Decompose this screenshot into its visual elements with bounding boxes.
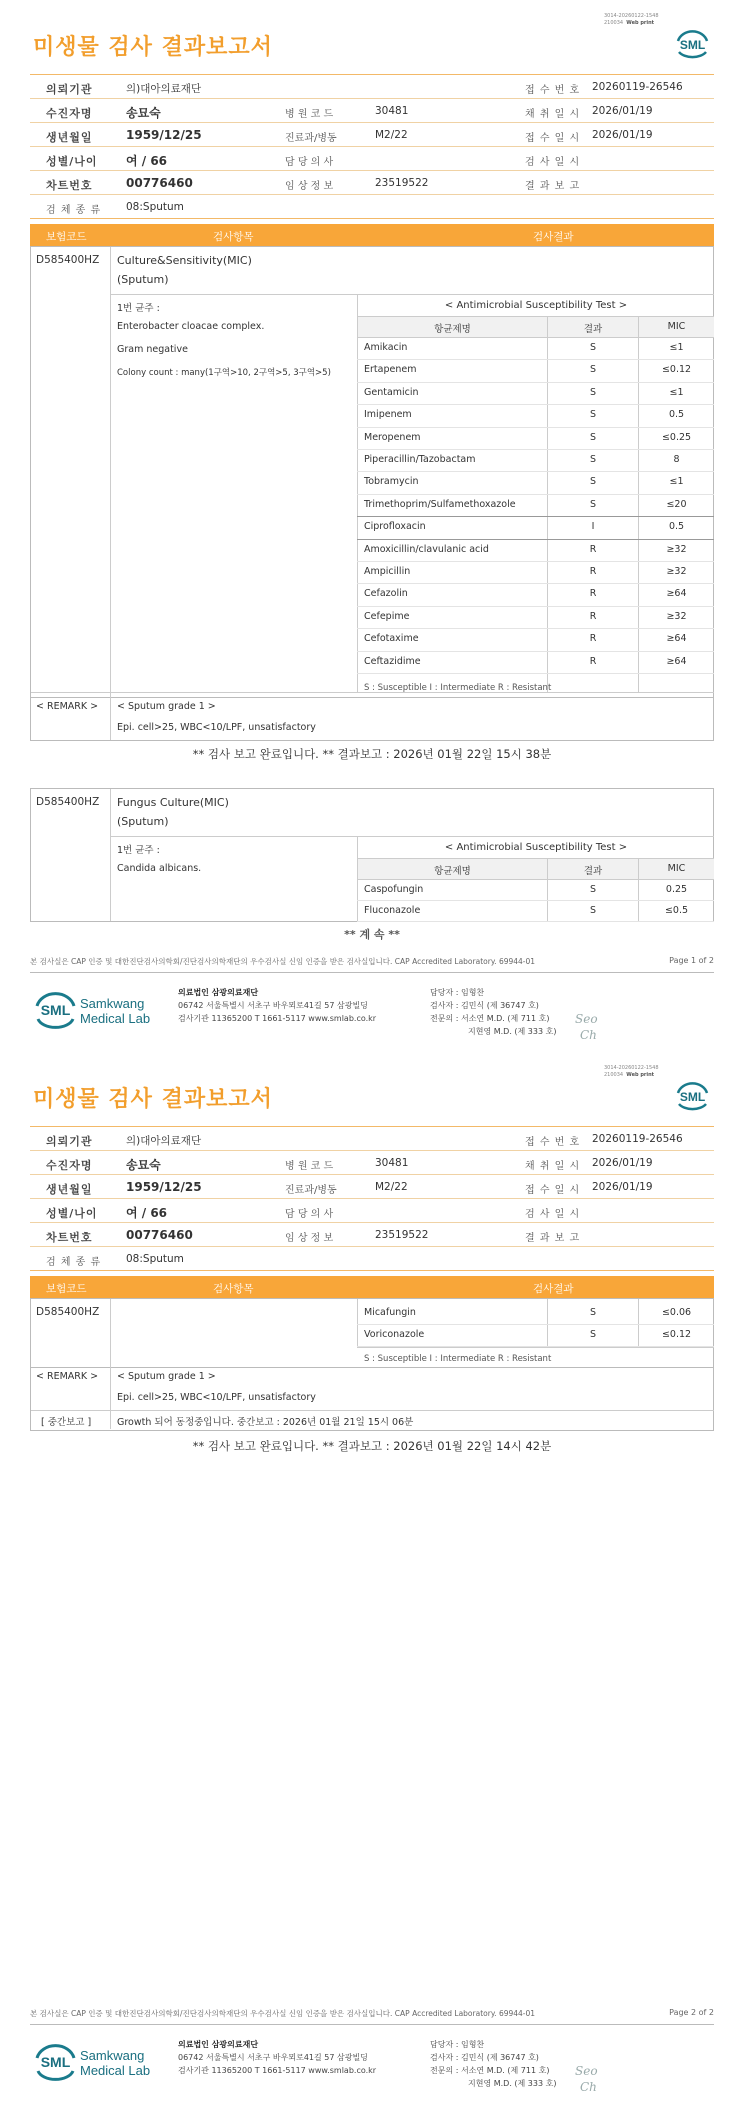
signature-icon: Seo — [575, 1012, 598, 1026]
drug-name: Meropenem — [364, 431, 421, 443]
sml-logo-icon — [673, 1079, 712, 1113]
drug-name: Trimethoprim/Sulfamethoxazole — [364, 498, 516, 510]
gram-stain: Gram negative — [117, 344, 188, 355]
drug-result: S — [589, 386, 597, 398]
culture-section: D585400HZ Culture&Sensitivity(MIC) (Sputum) 1번 균주 : Enterobacter cloacae complex. Gram negative Colony count : many(1구역>10, 2구역>5, 3구역>5) < Antimicrobial Susceptibility Test > 항균제명 결과 MIC Amikacin S ≤1 Ertapenem S ≤0.12 Gentamicin S ≤1 Imipenem S 0.5 Meropenem S ≤0.25 Piperacillin/Tazobactam S 8 Tobramycin S ≤1 Trimethoprim/Sulfamethoxazole S ≤20 Ciprofloxacin I 0.5 Amoxicillin/clavulanic acid R ≥32 Ampicillin R ≥32 Cefazolin R ≥64 Cefepime R ≥32 Cefotaxime R ≥64 Ceftazidime R ≥64 S : Susceptible I : Intermediate R : Resistant — [30, 246, 714, 698]
drug-mic: ≥32 — [666, 610, 687, 622]
remark-box — [30, 1367, 714, 1431]
signature-icon: Ch — [580, 2080, 597, 2094]
drug-mic: 8 — [673, 454, 680, 465]
print-stamp: 3014-20260122-1548 210034 Web print — [604, 13, 659, 26]
specimen: (Sputum) — [117, 273, 169, 286]
signature-icon: Ch — [580, 1028, 597, 1042]
ast-title: < Antimicrobial Susceptibility Test > — [444, 300, 628, 311]
drug-mic: ≤0.06 — [661, 1307, 692, 1318]
header-row: 검 체 종 류 08:Sputum — [30, 195, 714, 219]
remark-grade: < Sputum grade 1 > — [117, 1371, 216, 1382]
drug-result: R — [589, 588, 597, 600]
drug-result: S — [589, 409, 597, 421]
drug-result: R — [589, 566, 597, 577]
svg-text:Medical Lab: Medical Lab — [80, 1011, 151, 1026]
svg-text:Samkwang: Samkwang — [80, 996, 145, 1011]
svg-text:Samkwang: Samkwang — [80, 2048, 145, 2063]
test-name: Culture&Sensitivity(MIC) — [117, 254, 252, 267]
drug-name: Cefazolin — [364, 588, 408, 600]
fungus-section: D585400HZ Fungus Culture(MIC) (Sputum) 1번 균주 : Candida albicans. < Antimicrobial Susceptibility Test > 항균제명 결과 MIC Caspofungin S 0.25 Fluconazole S ≤0.5 — [30, 788, 714, 922]
drug-name: Piperacillin/Tazobactam — [364, 454, 476, 465]
fungus-continued-section — [30, 1298, 714, 1368]
signature-icon: Seo — [575, 2064, 598, 2078]
table-head: 보험코드 검사항목 검사결과 — [30, 1276, 714, 1298]
organism: Candida albicans. — [117, 863, 202, 874]
drug-name: Cefepime — [364, 610, 410, 622]
drug-mic: 0.5 — [668, 521, 685, 533]
drug-result: I — [591, 521, 595, 533]
drug-name: Caspofungin — [364, 884, 424, 895]
drug-name: Fluconazole — [364, 905, 421, 916]
drug-mic: ≥64 — [666, 588, 687, 600]
header-row: 생년월일 1959/12/25 진료과/병동 M2/22 접 수 일 시 2026/01/19 — [30, 123, 714, 147]
svg-text:SML: SML — [40, 1002, 71, 1018]
drug-result: R — [589, 543, 597, 555]
drug-mic: ≤1 — [669, 476, 684, 488]
drug-name: Voriconazole — [364, 1329, 425, 1340]
interim-report: Growth 되어 동정중입니다. 중간보고 : 2026년 01월 21일 15시 06분 — [117, 1417, 414, 1428]
remark-box — [30, 697, 714, 741]
continued-notice: ** 계 속 ** — [344, 928, 400, 941]
sml-logo-icon — [673, 27, 712, 61]
drug-name: Gentamicin — [364, 386, 419, 398]
drug-result: S — [589, 1329, 597, 1340]
drug-mic: 0.25 — [665, 884, 688, 895]
isolate-label: 1번 균주 : — [117, 303, 160, 314]
header-row: 차트번호 00776460 임 상 정 보 23519522 결 과 보 고 — [30, 171, 714, 195]
samkwang-logo-icon — [34, 2040, 154, 2087]
drug-result: S — [589, 364, 597, 376]
test-name: Fungus Culture(MIC) — [117, 796, 229, 809]
drug-mic: 0.5 — [668, 409, 685, 421]
insurance-code: D585400HZ — [36, 1306, 100, 1318]
svg-text:Medical Lab: Medical Lab — [80, 2063, 151, 2078]
report-title: 미생물 검사 결과보고서 — [33, 35, 273, 60]
remark-grade: < Sputum grade 1 > — [117, 701, 216, 712]
drug-mic: ≥32 — [666, 566, 687, 577]
table-head: 보험코드 검사항목 검사결과 — [30, 224, 714, 246]
drug-result: S — [589, 884, 597, 895]
remark-detail: Epi. cell>25, WBC<10/LPF, unsatisfactory — [117, 722, 316, 733]
drug-result: S — [589, 905, 597, 916]
drug-name: Imipenem — [364, 409, 412, 421]
drug-mic: ≥32 — [666, 543, 687, 555]
drug-name: Ampicillin — [364, 566, 411, 577]
page-number: Page 1 of 2 — [669, 956, 714, 965]
insurance-code: D585400HZ — [36, 796, 100, 808]
lab-address: 의료법인 삼광의료재단 06742 서울특별시 서초구 바우뫼로41길 57 삼광빌딩 검사기관 11365200 T 1661-5117 www.smlab.co.kr — [178, 2040, 377, 2075]
remark-label: < REMARK > — [36, 701, 99, 712]
lab-staff: 담당자 : 임형찬 검사자 : 김민식 (제 36747 호) 전문의 : 서소연 M.D. (제 711 호) 지현영 M.D. (제 333 호) — [430, 2040, 557, 2088]
remark-label: < REMARK > — [36, 1371, 99, 1382]
drug-result: R — [589, 610, 597, 622]
insurance-code: D585400HZ — [36, 254, 100, 266]
drug-name: Ceftazidime — [364, 655, 421, 667]
drug-name: Ciprofloxacin — [364, 521, 426, 533]
drug-result: S — [589, 342, 597, 353]
specimen: (Sputum) — [117, 815, 169, 828]
patient-header: 의뢰기관 의)대아의료재단 접 수 번 호 20260119-26546 수진자명 송묘숙 병 원 코 드 30481 채 취 일 시 2026/01/19 생년월일 1959/12/25 진료과/병동 M2/22 접 수 일 시 2026/01/19 성별/나이 여 / 66 담 당 의 사 검 사 일 시 차트번호 00776460 임 상 정 보 23519522 결 과 보 고 검 체 종 류 08:Sputum — [30, 1126, 714, 1271]
svg-text:SML: SML — [40, 2054, 71, 2070]
drug-result: S — [589, 476, 597, 488]
drug-name: Cefotaxime — [364, 633, 419, 645]
drug-result: S — [589, 498, 597, 510]
lab-address: 의료법인 삼광의료재단 06742 서울특별시 서초구 바우뫼로41길 57 삼광빌딩 검사기관 11365200 T 1661-5117 www.smlab.co.kr — [178, 988, 377, 1023]
report-complete-notice: ** 검사 보고 완료입니다. ** 결과보고 : 2026년 01월 22일 14시 42분 — [192, 1439, 552, 1453]
drug-name: Ertapenem — [364, 364, 417, 376]
drug-result: R — [589, 655, 597, 667]
drug-mic: ≤0.12 — [661, 364, 692, 376]
drug-result: S — [589, 431, 597, 443]
remark-detail: Epi. cell>25, WBC<10/LPF, unsatisfactory — [117, 1392, 316, 1403]
drug-name: Amoxicillin/clavulanic acid — [364, 543, 489, 555]
page-number: Page 2 of 2 — [669, 2008, 714, 2017]
drug-mic: ≤0.25 — [661, 431, 692, 443]
drug-result: S — [589, 1307, 597, 1318]
organism: Enterobacter cloacae complex. — [117, 321, 265, 332]
logo-text: SML — [679, 38, 706, 52]
legend: S : Susceptible I : Intermediate R : Resistant — [364, 683, 552, 693]
header-row: 성별/나이 여 / 66 담 당 의 사 검 사 일 시 — [30, 147, 714, 171]
report-page-2 — [0, 1052, 744, 2104]
drug-mic: ≤1 — [669, 342, 684, 353]
drug-name: Amikacin — [364, 342, 408, 353]
drug-mic: ≤0.5 — [664, 905, 689, 916]
drug-result: S — [589, 454, 597, 465]
ast-title: < Antimicrobial Susceptibility Test > — [444, 842, 628, 853]
drug-mic: ≤20 — [666, 498, 687, 510]
samkwang-logo-icon — [34, 988, 154, 1035]
drug-mic: ≤1 — [669, 386, 684, 398]
patient-header — [30, 74, 714, 219]
drug-result: R — [589, 633, 597, 645]
svg-text:SML: SML — [679, 1090, 706, 1104]
interim-label: [ 중간보고 ] — [41, 1417, 92, 1428]
legend: S : Susceptible I : Intermediate R : Resistant — [364, 1354, 552, 1364]
drug-name: Tobramycin — [364, 476, 419, 488]
report-title: 미생물 검사 결과보고서 — [33, 1087, 273, 1112]
colony-count: Colony count : many(1구역>10, 2구역>5, 3구역>5) — [117, 368, 331, 378]
accreditation-note: 본 검사실은 CAP 인증 및 대한진단검사의학회/진단검사의학재단의 우수검사실 신임 인증을 받은 검사실입니다. CAP Accredited Laboratory. 69944-01 Page 1 of 2 — [30, 956, 714, 966]
header-row: 수진자명 송묘숙 병 원 코 드 30481 채 취 일 시 2026/01/19 — [30, 99, 714, 123]
drug-name: Micafungin — [364, 1307, 416, 1318]
isolate-label: 1번 균주 : — [117, 845, 160, 856]
report-complete-notice: ** 검사 보고 완료입니다. ** 결과보고 : 2026년 01월 22일 15시 38분 — [192, 747, 552, 761]
lab-staff: 담당자 : 임형찬 검사자 : 김민식 (제 36747 호) 전문의 : 서소연 M.D. (제 711 호) 지현영 M.D. (제 333 호) — [430, 988, 557, 1036]
drug-mic: ≥64 — [666, 633, 687, 645]
drug-mic: ≤0.12 — [661, 1329, 692, 1340]
print-stamp: 3014-20260122-1548 210034 Web print — [604, 1065, 659, 1078]
accreditation-note: 본 검사실은 CAP 인증 및 대한진단검사의학회/진단검사의학재단의 우수검사실 신임 인증을 받은 검사실입니다. CAP Accredited Laboratory. 69944-01 Page 2 of 2 — [30, 2008, 714, 2018]
drug-mic: ≥64 — [666, 655, 687, 667]
header-row: 의뢰기관 의)대아의료재단 접 수 번 호 20260119-26546 — [30, 75, 714, 99]
